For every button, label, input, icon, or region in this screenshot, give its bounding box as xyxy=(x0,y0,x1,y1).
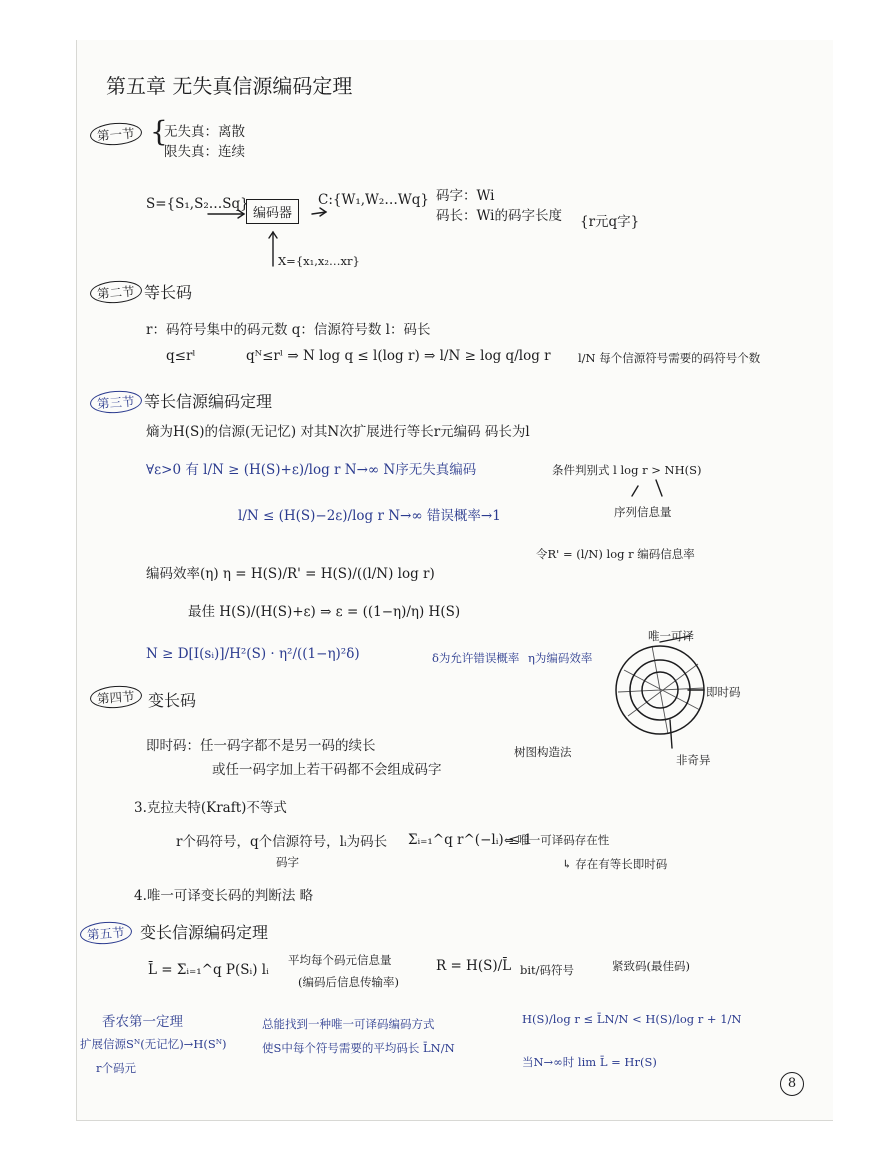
section2-badge: 第二节 xyxy=(89,279,142,305)
codeword-def: 码字：Wi xyxy=(436,188,495,204)
circle-label-unique: 唯一可译 xyxy=(648,629,694,643)
condition-error: l/N ≤ (H(S)−2ε)/log r N→∞ 错误概率→1 xyxy=(238,508,501,524)
length-bounds: H(S)/log r ≤ L̄N/N < H(S)/log r + 1/N xyxy=(522,1012,742,1026)
condition-lossless: ∀ε>0 有 l/N ≥ (H(S)+ε)/log r N→∞ N序无失真编码 xyxy=(146,462,477,478)
page-number: 8 xyxy=(780,1072,804,1096)
eta-note: η为编码效率 xyxy=(528,651,593,665)
instant-code-def-alt: 或任一码字加上若干码都不会组成码字 xyxy=(212,762,442,778)
transmission-rate-note: (编码后信息传输率) xyxy=(298,975,399,989)
rate-formula: R = H(S)/L̄ xyxy=(436,958,512,974)
basic-inequality: q≤rˡ xyxy=(166,348,196,364)
average-length: L̄ = Σᵢ₌₁^q P(Sᵢ) lᵢ xyxy=(148,962,269,978)
codeword-set: C:{W₁,W₂…Wq} xyxy=(318,192,429,208)
theorem-statement-2: 使S中每个符号需要的平均码长 L̄N/N xyxy=(262,1041,455,1055)
delta-note: δ为允许错误概率 xyxy=(432,651,520,665)
section4-badge: 第四节 xyxy=(89,684,142,710)
symbol-definitions: r：码符号集中的码元数 q：信源符号数 l：码长 xyxy=(146,322,431,338)
criterion-line: 条件判别式 l log r > NH(S) xyxy=(552,463,702,477)
kraft-equal-length: ↳ 存在有等长即时码 xyxy=(562,857,668,871)
kraft-symbols: r个码符号，q个信源符号，lᵢ为码长 xyxy=(176,834,388,850)
coding-rate-def: 令R' = (l/N) log r 编码信息率 xyxy=(536,547,695,561)
limit-statement: 当N→∞时 lim L̄ = Hr(S) xyxy=(522,1055,657,1069)
codelength-def: 码长：Wi的码字长度 xyxy=(436,208,562,224)
theorem-statement: 总能找到一种唯一可译码编码方式 xyxy=(262,1017,435,1031)
limited-line: 限失真：连续 xyxy=(164,144,245,160)
kraft-formula: Σᵢ₌₁^q r^(−lᵢ) ≤ 1 xyxy=(408,832,533,848)
kraft-codeword-label: 码字 xyxy=(276,855,299,869)
source-set: S={S₁,S₂…Sq} xyxy=(146,196,249,212)
uniqueness-test: 4.唯一可译变长码的判断法 略 xyxy=(134,888,314,904)
length-bound: N ≥ D[I(sᵢ)]/H²(S) · η²/((1−η)²δ) xyxy=(146,646,360,662)
kraft-existence: ⇐ 唯一可译码存在性 xyxy=(504,833,610,847)
section5-badge: 第五节 xyxy=(79,920,132,946)
page-title: 第五章 无失真信源编码定理 xyxy=(106,74,353,98)
r-code-symbols: r个码元 xyxy=(96,1061,136,1075)
average-info-note: 平均每个码元信息量 xyxy=(288,953,392,967)
compact-code: 紧致码(最佳码) xyxy=(612,959,690,973)
section1-badge: 第一节 xyxy=(89,121,142,147)
section4-heading: 变长码 xyxy=(148,691,197,710)
optimal-relation: 最佳 H(S)/(H(S)+ε) ⇒ ε = ((1−η)/η) H(S) xyxy=(188,604,461,620)
efficiency-def: 编码效率(η) η = H(S)/R' = H(S)/((l/N) log r) xyxy=(146,566,435,582)
section2-heading: 等长码 xyxy=(144,283,193,302)
ratio-note: l/N 每个信源符号需要的码符号个数 xyxy=(578,351,761,365)
theorem-premise: 熵为H(S)的信源(无记忆) 对其N次扩展进行等长r元编码 码长为l xyxy=(146,424,530,440)
encoder-box: 编码器 xyxy=(246,199,299,224)
shannon-first-theorem: 香农第一定理 xyxy=(102,1014,183,1030)
tree-method: 树图构造法 xyxy=(514,745,572,759)
brace-symbol: { xyxy=(150,115,168,148)
r-q-note: {r元q字} xyxy=(580,214,640,230)
lossless-line: 无失真：离散 xyxy=(164,124,245,140)
instant-code-def: 即时码：任一码字都不是另一码的续长 xyxy=(146,738,376,754)
kraft-heading: 3.克拉夫特(Kraft)不等式 xyxy=(134,800,287,816)
extended-source: 扩展信源Sᴺ(无记忆)→H(Sᴺ) xyxy=(80,1037,227,1051)
extension-inequality: qᴺ≤rˡ ⇒ N log q ≤ l(log r) ⇒ l/N ≥ log q/log r xyxy=(246,348,551,364)
alphabet-set: X={x₁,x₂…xr} xyxy=(278,254,360,268)
section5-heading: 变长信源编码定理 xyxy=(140,923,269,942)
sequence-information: 序列信息量 xyxy=(614,505,672,519)
section3-heading: 等长信源编码定理 xyxy=(144,392,273,411)
circle-label-instant: 即时码 xyxy=(706,685,741,699)
rate-unit: bit/码符号 xyxy=(520,963,575,977)
section3-badge: 第三节 xyxy=(89,389,142,415)
circle-label-nonsingular: 非奇异 xyxy=(676,753,711,767)
